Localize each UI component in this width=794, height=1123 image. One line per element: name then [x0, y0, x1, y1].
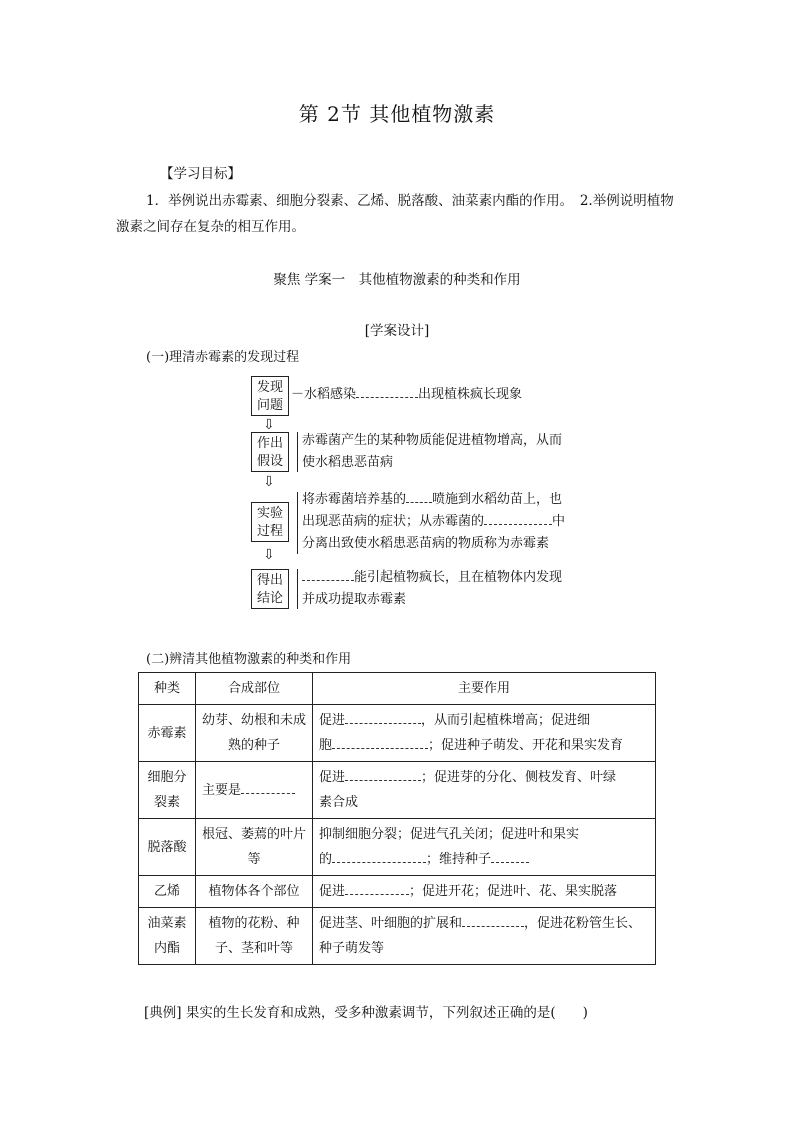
table-row [139, 908, 656, 965]
synthesis-site [196, 762, 313, 819]
table-row [139, 876, 656, 908]
hormone-kind: 赤霉素 [139, 705, 196, 762]
flow-box-discover [251, 376, 289, 416]
cell-text: ；促进种子萌发、开花和果实发育 [428, 738, 624, 753]
page-title: 第 2节 其他植物激素 [298, 102, 496, 126]
main-function [313, 762, 656, 819]
cell-text: ；促进开花；促进叶、花、果实脱落 [409, 884, 618, 899]
flow-text: 中 [552, 514, 566, 529]
cell-text: 胞 [319, 738, 333, 753]
flow-text: 并成功提取赤霉素 [302, 592, 407, 607]
cell-text: 主要是 [202, 782, 242, 798]
flow-text: 赤霉菌产生的某种物质能促进植物增高，从而 [302, 433, 563, 448]
blank [332, 850, 426, 863]
flow-text-experiment [302, 489, 565, 555]
flow-box-line: 过程 [256, 524, 283, 539]
blank [484, 512, 552, 525]
hormone-kind: 油菜素内酯 [139, 908, 196, 965]
flow-dash: － [291, 387, 305, 402]
hormone-table [138, 672, 656, 965]
flow-box-line: 实验 [256, 506, 283, 521]
down-arrow-icon: ⇩ [263, 547, 275, 563]
flow-box-line: 发现 [256, 380, 283, 395]
flow-text: 喷施到水稻幼苗上，也 [432, 492, 563, 507]
objectives-heading: 【学习目标】 [160, 166, 241, 182]
example-text: 果实的生长发育和成熟，受多种激素调节，下列叙述正确的是( ) [185, 1005, 588, 1021]
table-row [139, 762, 656, 819]
section2-heading: (二)辨清其他植物激素的种类和作用 [146, 652, 352, 667]
blank [462, 914, 524, 927]
blank [345, 768, 421, 781]
cell-text: ；维持种子 [426, 852, 492, 867]
table-header: 主要作用 [313, 673, 656, 705]
design-title: [学案设计] [364, 323, 430, 339]
example-label: [典例] [144, 1005, 182, 1021]
cell-text: 促进 [319, 770, 346, 785]
flow-box-hypothesis [251, 432, 289, 472]
flow-box-line: 问题 [256, 398, 283, 413]
example-question [144, 1001, 588, 1021]
cell-text: 促进茎、叶细胞的扩展和 [319, 916, 463, 931]
table-row [139, 819, 656, 876]
flow-box-line: 得出 [256, 573, 283, 588]
section1-heading: (一)理清赤霉素的发现过程 [146, 350, 300, 365]
flow-box-line: 结论 [256, 591, 283, 606]
blank [356, 385, 418, 398]
flow-text: 能引起植物疯长，且在植物体内发现 [354, 570, 563, 585]
bracket [297, 569, 298, 609]
bracket [297, 492, 298, 554]
blank [302, 568, 354, 581]
cell-text: 素合成 [319, 795, 359, 810]
objectives-text: 1．举例说出赤霉素、细胞分裂素、乙烯、脱落酸、油菜素内酯的作用。 2.举例说明植物激素之间存在复杂的相互作用。 [116, 193, 674, 235]
main-function [313, 876, 656, 908]
flow-box-line: 假设 [256, 454, 283, 469]
flow-text-discover [291, 384, 522, 406]
down-arrow-icon: ⇩ [263, 417, 275, 433]
cell-text: 促进 [319, 884, 346, 899]
flow-box-conclusion [251, 569, 289, 609]
flow-text-conclusion [302, 567, 562, 611]
main-function [313, 908, 656, 965]
table-row [139, 705, 656, 762]
down-arrow-icon: ⇩ [263, 474, 275, 490]
flow-box-line: 作出 [256, 436, 283, 451]
cell-text: ，从而引起植株增高；促进细 [421, 713, 591, 728]
blank [406, 490, 432, 503]
blank [491, 850, 529, 863]
table-header: 合成部位 [196, 673, 313, 705]
blank [241, 781, 295, 794]
blank [345, 882, 409, 895]
focus-title: 聚焦 学案一 其他植物激素的种类和作用 [273, 272, 521, 288]
flow-text-hypothesis [302, 430, 562, 474]
cell-text: 抑制细胞分裂；促进气孔关闭；促进叶和果实 [319, 827, 580, 842]
flow-box-experiment [251, 502, 289, 542]
flow-text: 将赤霉菌培养基的 [302, 492, 407, 507]
flow-text: 出现植株疯长现象 [418, 387, 523, 402]
bracket [297, 432, 298, 472]
cell-text: 的 [319, 852, 333, 867]
hormone-kind: 细胞分裂素 [139, 762, 196, 819]
synthesis-site: 植物的花粉、种子、茎和叶等 [196, 908, 313, 965]
flow-text: 出现恶苗病的症状；从赤霉菌的 [302, 514, 485, 529]
flow-text: 分离出致使水稻患恶苗病的物质称为赤霉素 [302, 536, 550, 551]
main-function [313, 705, 656, 762]
synthesis-site: 根冠、萎蔫的叶片等 [196, 819, 313, 876]
table-header: 种类 [139, 673, 196, 705]
synthesis-site: 植物体各个部位 [196, 876, 313, 908]
main-function [313, 819, 656, 876]
table-header-row [139, 673, 656, 705]
blank [345, 711, 421, 724]
synthesis-site: 幼芽、幼根和未成熟的种子 [196, 705, 313, 762]
flow-text: 使水稻患恶苗病 [302, 455, 394, 470]
cell-text: ，促进花粉管生长、种子萌发等 [319, 916, 642, 956]
hormone-kind: 乙烯 [139, 876, 196, 908]
flow-text: 水稻感染 [304, 387, 357, 402]
blank [332, 736, 428, 749]
hormone-kind: 脱落酸 [139, 819, 196, 876]
cell-text: ；促进芽的分化、侧枝发育、叶绿 [421, 770, 617, 785]
cell-text: 促进 [319, 713, 346, 728]
